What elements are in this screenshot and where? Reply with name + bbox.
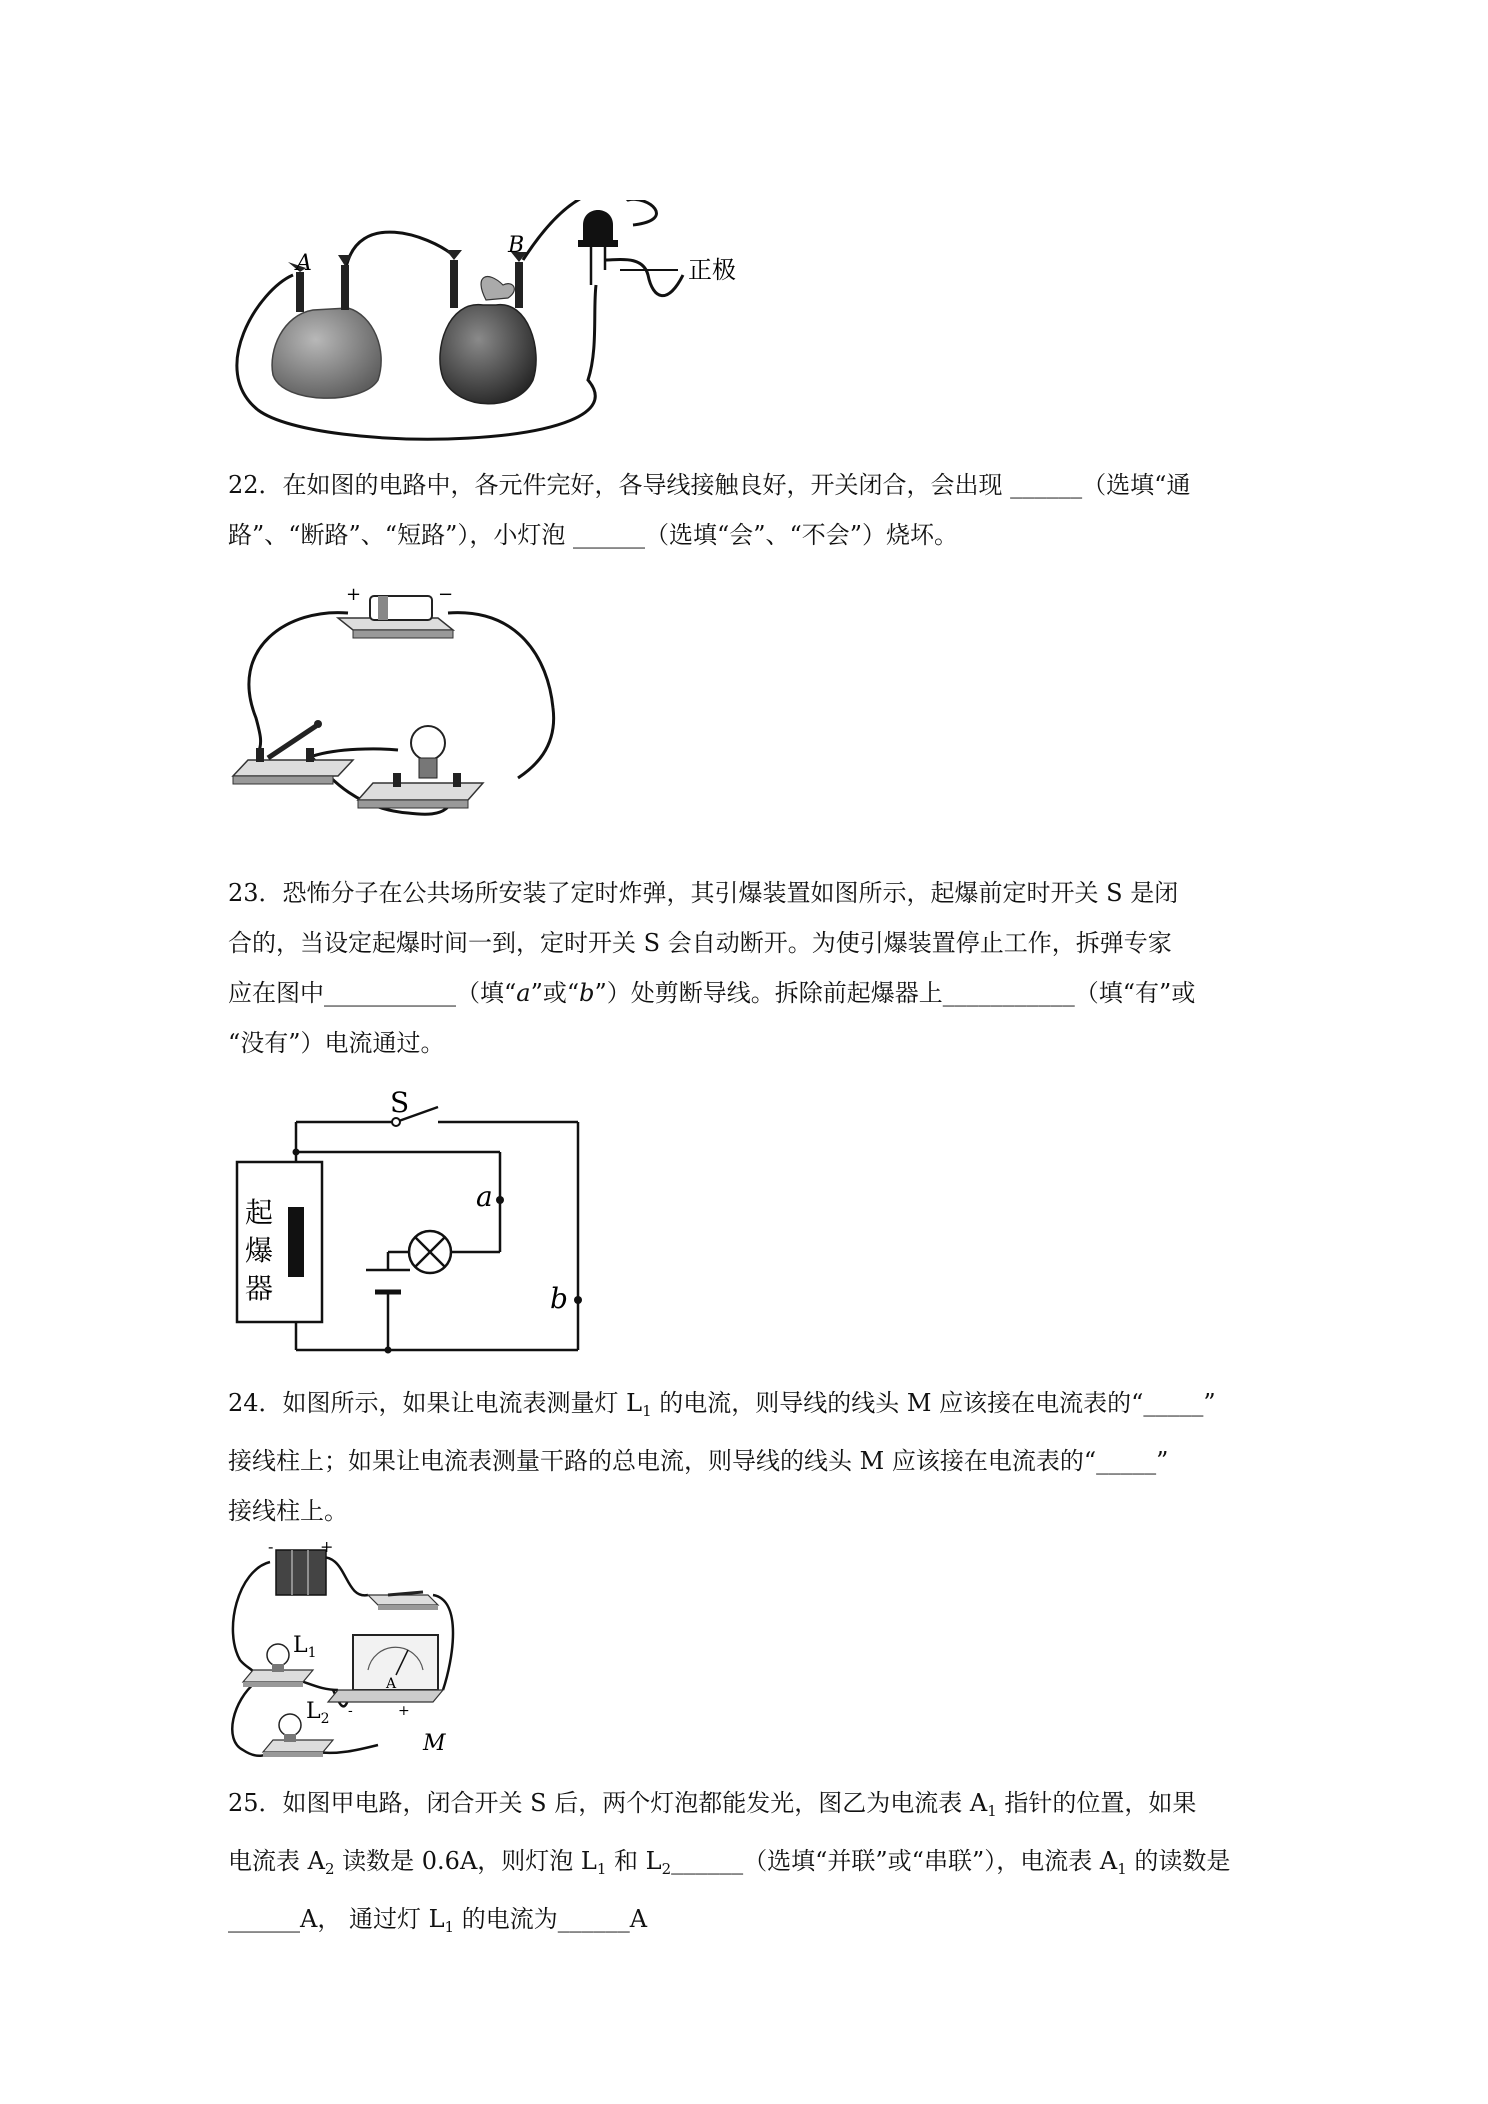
question-text: 的读数是 [1126,1847,1231,1875]
question-text: 路”、“断路”、“短路”），小灯泡 ______（选填“会”、“不会”）烧坏。 [228,521,959,549]
question-text: ．如图甲电路，闭合开关 S 后，两个灯泡都能发光，图乙为电流表 A [258,1789,988,1817]
led [578,210,618,285]
point-b-dot [574,1296,582,1304]
question-23 [228,868,1278,1068]
detonator-label: 器 [245,1272,274,1305]
fruit-right [440,305,536,404]
lamp-l1-label: $L_1$ [293,1633,317,1661]
question-number: 25 [228,1789,259,1817]
question-text: ．在如图的电路中，各元件完好，各导线接触良好，开关闭合，会出现 ______（选填“通 [258,471,1191,499]
lamp-stand [358,726,483,808]
question-text: 应在图中___________（填“ [228,979,517,1007]
fruit-left [272,308,381,398]
meter-plus: + [398,1703,410,1719]
question-text: 接线柱上。 [228,1497,348,1525]
subscript: 2 [661,1860,672,1878]
question-25 [228,1778,1278,1952]
question-text: ______A， 通过灯 L [228,1905,445,1933]
question-number: 22 [228,471,259,499]
wire [448,613,554,778]
question-text: 合的，当设定起爆时间一到，定时开关 S 会自动断开。为使引爆装置停止工作，拆弹专家 [228,929,1172,957]
positive-label: 正极 [688,256,736,284]
detonator-label: 爆 [245,1234,274,1267]
question-text: ”）处剪断导线。拆除前起爆器上___________（填“有”或 [594,979,1196,1007]
wire-end-m-label: M [423,1731,446,1756]
switch [368,1592,438,1610]
label-b: B [508,233,525,258]
wire [313,749,398,756]
switch-label: S [390,1086,410,1119]
detonator-core [288,1207,304,1277]
battery [338,584,453,638]
question-24 [228,1378,1278,1536]
question-text: 指针的位置，如果 [996,1789,1197,1817]
simple-circuit-figure [228,578,588,828]
point-a-label: a [476,1180,493,1213]
battery-plus: + [346,584,362,605]
detonator-circuit-figure [228,1082,608,1362]
subscript: 1 [1117,1860,1127,1878]
fruit-battery-figure [228,200,788,450]
wire [249,613,348,753]
leaf [481,277,514,300]
question-var-b: b [579,979,595,1007]
question-var-a: a [516,979,531,1007]
meter-minus: - [348,1703,353,1719]
question-text: 和 L [606,1847,662,1875]
detonator-label: 起 [245,1196,274,1229]
battery-minus: − [438,584,454,605]
ammeter-circuit-figure [228,1540,488,1770]
question-text: 的电流，则导线的线头 M 应该接在电流表的“_____” [651,1389,1216,1417]
subscript: 1 [987,1802,997,1820]
question-text: 读数是 0.6A，则灯泡 L [334,1847,597,1875]
subscript: 1 [596,1860,607,1878]
question-text: 的电流为______A [454,1905,648,1933]
pack-minus: - [268,1540,274,1556]
question-text: 接线柱上；如果让电流表测量干路的总电流，则导线的线头 M 应该接在电流表的“_____” [228,1447,1169,1475]
subscript: 1 [642,1402,652,1420]
label-a: A [296,251,312,276]
question-number: 23 [228,879,259,907]
wire [346,232,453,268]
point-a-dot [496,1196,504,1204]
point-b-label: b [550,1282,568,1315]
question-text: ”或“ [530,979,580,1007]
wire [606,259,683,295]
question-text: ．如图所示，如果让电流表测量灯 L [258,1389,643,1417]
meter-symbol: A [386,1676,397,1692]
question-number: 24 [228,1389,259,1417]
subscript: 2 [324,1860,335,1878]
question-text: “没有”）电流通过。 [228,1029,445,1057]
question-text: ______（选填“并联”或“串联”），电流表 A [671,1847,1118,1875]
question-text: 电流表 A [228,1847,325,1875]
pack-plus: + [320,1540,334,1556]
subscript: 1 [444,1918,455,1936]
switch-pivot [392,1118,400,1126]
question-22 [228,460,1278,560]
battery-pack [268,1540,333,1595]
lamp-l2-label: $L_2$ [306,1699,330,1727]
question-text: ．恐怖分子在公共场所安装了定时炸弹，其引爆装置如图所示，起爆前定时开关 S 是闭 [258,879,1179,907]
